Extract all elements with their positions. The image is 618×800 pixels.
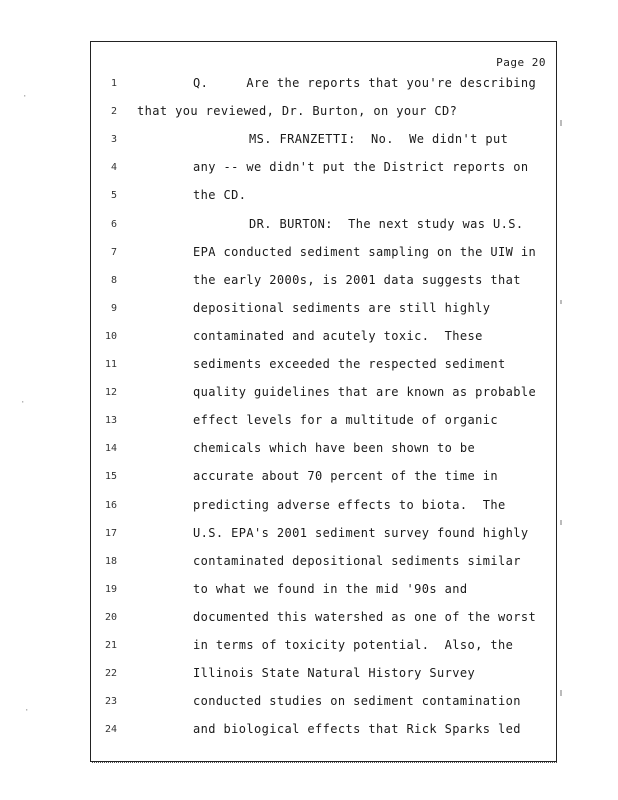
transcript-line <box>91 160 556 180</box>
line-text: to what we found in the mid '90s and <box>193 581 468 596</box>
line-text: any -- we didn't put the District reports on <box>193 160 529 175</box>
line-number: 11 <box>104 359 117 370</box>
transcript-line <box>91 76 556 96</box>
line-number: 19 <box>104 583 117 595</box>
line-number: 6 <box>110 218 117 230</box>
transcript-line <box>91 498 556 518</box>
line-text: effect levels for a multitude of organic <box>193 413 498 428</box>
transcript-line <box>91 554 556 574</box>
line-number: 13 <box>104 415 117 427</box>
line-text: that you reviewed, Dr. Burton, on your CD? <box>137 104 458 119</box>
page-number: Page 20 <box>496 56 546 69</box>
transcript-line <box>91 301 556 321</box>
line-text: predicting adverse effects to biota. The <box>193 497 506 512</box>
line-text: U.S. EPA's 2001 sediment survey found highly <box>193 525 529 540</box>
line-text: sediments exceeded the respected sediment <box>193 357 506 371</box>
line-number: 24 <box>104 724 117 736</box>
line-number: 17 <box>104 527 117 539</box>
scan-margin-mark: · <box>20 398 26 408</box>
line-number: 10 <box>104 330 117 342</box>
line-number: 4 <box>110 162 117 174</box>
transcript-line <box>91 722 556 742</box>
line-number: 7 <box>110 246 117 258</box>
scan-margin-mark <box>560 690 562 696</box>
line-number: 14 <box>104 443 117 455</box>
line-text: contaminated and acutely toxic. These <box>193 328 483 343</box>
transcript-line <box>91 245 556 265</box>
line-number: 5 <box>110 190 117 202</box>
line-text: MS. FRANZETTI: No. We didn't put <box>249 132 509 147</box>
transcript-line <box>91 441 556 461</box>
transcript-line <box>91 694 556 714</box>
transcript-line <box>91 413 556 433</box>
transcript-line <box>91 132 556 152</box>
line-text: depositional sediments are still highly <box>193 300 491 315</box>
line-text: documented this watershed as one of the worst <box>193 609 537 624</box>
transcript-line <box>91 104 556 124</box>
line-number: 15 <box>104 471 117 483</box>
line-number: 18 <box>104 555 117 567</box>
scan-margin-mark: · <box>22 92 28 102</box>
line-text: Q. Are the reports that you're describing <box>193 76 537 90</box>
bottom-rule <box>92 762 557 764</box>
line-number: 3 <box>110 134 117 146</box>
line-number: 2 <box>110 106 117 118</box>
line-text: chemicals which have been shown to be <box>193 441 476 456</box>
transcript-line <box>91 526 556 546</box>
transcript-line <box>91 582 556 602</box>
line-number: 20 <box>104 611 117 623</box>
line-number: 23 <box>104 696 117 708</box>
line-number: 21 <box>104 640 117 651</box>
line-number: 9 <box>110 302 117 314</box>
line-number: 12 <box>104 387 117 399</box>
line-text: Illinois State Natural History Survey <box>193 666 476 681</box>
line-number: 22 <box>104 668 117 680</box>
line-text: and biological effects that Rick Sparks led <box>193 722 521 737</box>
line-number: 16 <box>104 499 117 511</box>
line-text: accurate about 70 percent of the time in <box>193 469 498 484</box>
transcript-line <box>91 217 556 237</box>
line-number: 1 <box>110 78 117 89</box>
transcript-line <box>91 357 556 377</box>
transcript-line <box>91 385 556 405</box>
line-text: EPA conducted sediment sampling on the UIW in <box>193 244 537 259</box>
transcript-line <box>91 666 556 686</box>
line-text: the CD. <box>193 188 247 203</box>
transcript-line <box>91 273 556 293</box>
scan-margin-mark <box>560 120 562 126</box>
transcript-page <box>90 41 557 762</box>
transcript-line <box>91 638 556 658</box>
transcript-line <box>91 329 556 349</box>
line-text: conducted studies on sediment contamination <box>193 694 521 709</box>
line-text: quality guidelines that are known as probable <box>193 385 537 400</box>
transcript-line <box>91 469 556 489</box>
line-text: DR. BURTON: The next study was U.S. <box>249 216 524 231</box>
scan-margin-mark: · <box>24 706 30 716</box>
line-number: 8 <box>110 274 117 286</box>
line-text: contaminated depositional sediments similar <box>193 553 521 568</box>
transcript-line <box>91 610 556 630</box>
line-text: the early 2000s, is 2001 data suggests that <box>193 272 521 287</box>
transcript-line <box>91 188 556 208</box>
scan-margin-mark <box>560 300 562 304</box>
scan-margin-mark <box>560 520 562 525</box>
line-text: in terms of toxicity potential. Also, the <box>193 638 514 652</box>
